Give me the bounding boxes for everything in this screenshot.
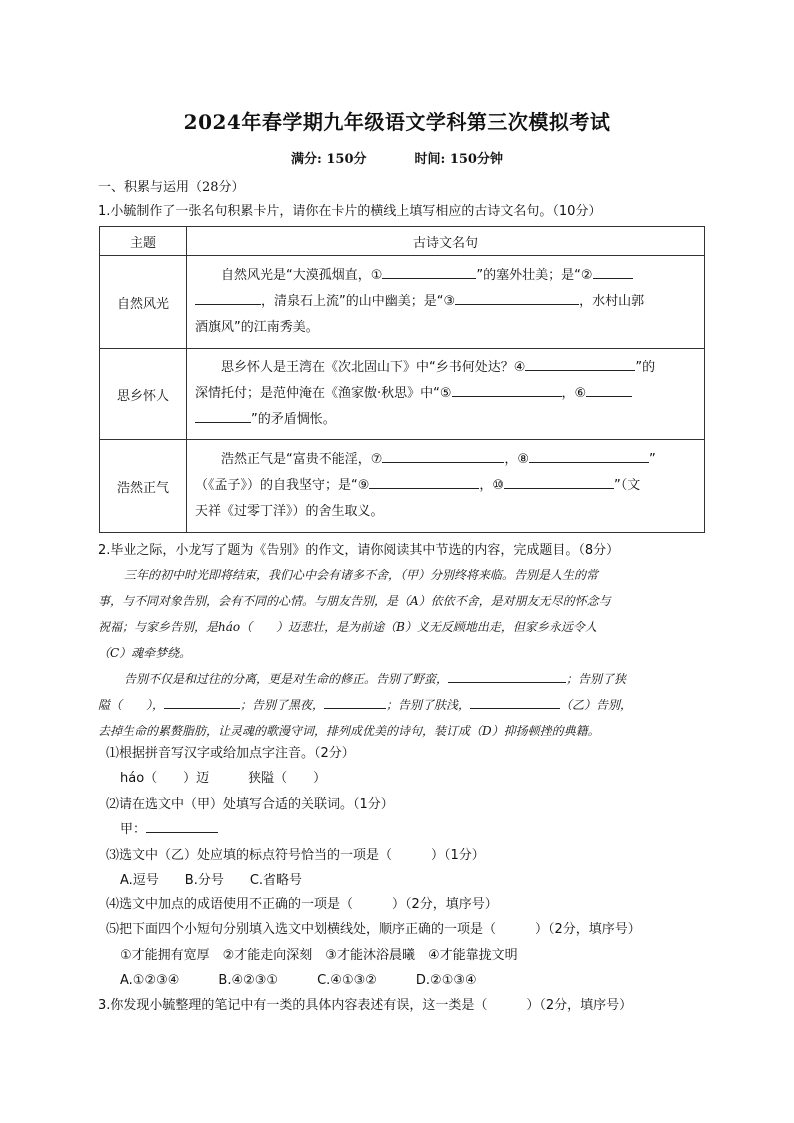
full-score: 满分: 150分 — [291, 152, 367, 167]
passage-line: 事，与不同对象告别，会有不同的心情。与朋友告别，是（A）依依不舍，是对朋友无尽的怀念与 — [98, 594, 611, 608]
answer-blank-7[interactable] — [382, 448, 504, 463]
answer-blank-9[interactable] — [369, 474, 479, 489]
passage-line: 祝福；与家乡告别，是háo（ ）迈悲壮，是为前途（B）义无反顾地出走，但家乡永远令人 — [98, 620, 597, 634]
answer-blank-2b[interactable] — [195, 290, 261, 305]
passage-blank[interactable] — [324, 694, 386, 709]
answer-blank-10[interactable] — [504, 474, 614, 489]
sub-question-2: ⑵请在选文中（甲）处填写合适的关联词。（1分） — [106, 797, 394, 812]
passage-line: 去掉生命的累赘脂肪，让灵魂的歌漫守词，排列成优美的诗句，装订成（D）抑扬顿挫的典籍。 — [98, 724, 600, 738]
theme-cell: 自然风光 — [100, 256, 187, 349]
passage-blank[interactable] — [448, 668, 566, 683]
column-header-poem: 古诗文名句 — [187, 227, 705, 256]
sub-question-1-answer[interactable]: háo（ ）迈 狭隘（ ） — [120, 771, 327, 786]
sub-question-4: ⑷选文中加点的成语使用不正确的一项是（ ）（2分，填序号） — [106, 897, 498, 912]
reading-passage — [98, 562, 708, 744]
answer-blank-6b[interactable] — [195, 408, 251, 423]
sub-question-3-options[interactable]: A.逗号 B.分号 C.省略号 — [120, 873, 303, 888]
passage-line: 告别不仅是和过往的分离，更是对生命的修正。告别了野蛮， ；告别了狭 — [98, 666, 708, 692]
passage-line: （C）魂牵梦绕。 — [98, 646, 192, 660]
poem-cell: 浩然正气是“富贵不能淫，⑦ ，⑧ ” （《孟子》）的自我坚守；是“⑨ ，⑩ ”（文 天祥《过零丁洋》）的舍生取义。 — [187, 440, 705, 533]
answer-blank-5[interactable] — [452, 382, 562, 397]
table-row — [100, 440, 705, 533]
answer-blank-2[interactable] — [593, 264, 633, 279]
answer-blank-3[interactable] — [455, 290, 579, 305]
column-header-theme: 主题 — [100, 227, 187, 256]
sub-question-3: ⑶选文中（乙）处应填的标点符号恰当的一项是（ ）（1分） — [106, 848, 485, 863]
exam-subtitle — [0, 148, 794, 167]
exam-time: 时间: 150分钟 — [414, 152, 503, 167]
exam-title: 2024年春学期九年级语文学科第三次模拟考试 — [183, 110, 611, 134]
theme-cell: 思乡怀人 — [100, 349, 187, 440]
sub-question-5-options[interactable]: A.①②③④ B.④②③① C.④①③② D.②①③④ — [120, 973, 477, 988]
answer-blank-8[interactable] — [529, 448, 649, 463]
question-1-stem: 1.小毓制作了一张名句积累卡片，请你在卡片的横线上填写相应的古诗文名句。（10分） — [98, 204, 602, 219]
answer-blank-6[interactable] — [586, 382, 632, 397]
sub-question-5: ⑸把下面四个小短句分别填入选文中划横线处，顺序正确的一项是（ ）（2分，填序号） — [106, 922, 641, 937]
sub-question-1: ⑴根据拼音写汉字或给加点字注音。（2分） — [106, 746, 355, 761]
answer-blank-4[interactable] — [525, 356, 635, 371]
passage-blank[interactable] — [164, 694, 240, 709]
answer-blank-jia[interactable] — [146, 818, 218, 833]
question-2-stem: 2.毕业之际，小龙写了题为《告别》的作文，请你阅读其中节选的内容，完成题目。（8分） — [98, 543, 620, 558]
passage-blank[interactable] — [470, 694, 560, 709]
poem-cell: 思乡怀人是王湾在《次北固山下》中“乡书何处达？④ ”的 深情托付；是范仲淹在《渔家傲·秋思》中“⑤ ，⑥ ”的矛盾惆怅。 — [187, 349, 705, 440]
passage-line: 隘（ ）， ；告别了黑夜， ；告别了肤浅， （乙）告别， — [98, 692, 708, 718]
poem-card-table — [99, 226, 705, 533]
sub-question-2-answer[interactable]: 甲： — [120, 818, 218, 837]
passage-line: 三年的初中时光即将结束，我们心中会有诸多不舍，（甲）分别终将来临。告别是人生的常 — [124, 568, 599, 582]
answer-blank-1[interactable] — [382, 264, 476, 279]
poem-cell: 自然风光是“大漠孤烟直，① ”的塞外壮美；是“② ，清泉石上流”的山中幽美；是“③ ，水村山郭 酒旗风”的江南秀美。 — [187, 256, 705, 349]
theme-cell: 浩然正气 — [100, 440, 187, 533]
table-row — [100, 256, 705, 349]
sub-question-5-items: ①才能拥有宽厚 ②才能走向深刻 ③才能沐浴晨曦 ④才能靠拢文明 — [120, 948, 518, 963]
table-row — [100, 349, 705, 440]
question-3-stem: 3.你发现小毓整理的笔记中有一类的具体内容表述有误，这一类是（ ）（2分，填序号） — [98, 998, 633, 1013]
section-heading: 一、积累与运用（28分） — [98, 180, 245, 195]
